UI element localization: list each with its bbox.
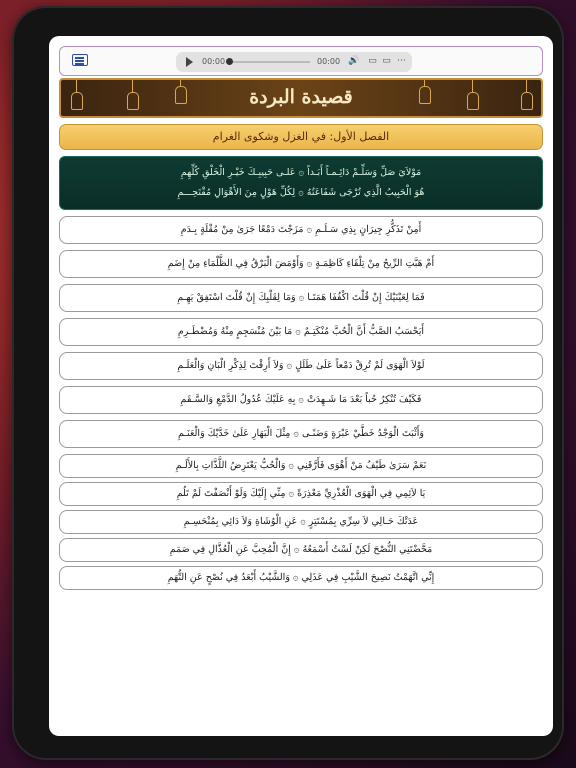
verse-row[interactable]: أَمِنْ تَذَكُّرِ جِيرَانٍ بِذِي سَـلَـمِ ۞ مَزَجْتَ دَمْعًا جَرَىٰ مِنْ مُقْلَةٍ بِـدَمِ xyxy=(59,216,543,244)
captions-icon[interactable]: ▭ xyxy=(368,56,377,66)
verse-row[interactable]: فَكَيْفَ تُنْكِرُ حُباً بَعْدَ مَا شَـهِدَتْ ۞ بِهِ عَلَيْكَ عُدُولُ الدَّمْعِ وَالسَّـقَمِ xyxy=(59,386,543,414)
verse-row[interactable]: عَدَتْكَ حَـالِي لاَ سِرِّي بِمُسْتَتِرٍ ۞ عَنِ الْوُشَاةِ وَلاَ دَائِي بِمُنْحَسِـمِ xyxy=(59,510,543,534)
verse-row[interactable]: يَا لاَئِمِي فِي الْهَوَى الْعُذْرِيِّ مَعْذِرَةً ۞ مِنِّي إِلَيْكَ وَلَوْ أَنْصَفْتَ لَمْ تَلُمِ xyxy=(59,482,543,506)
current-time: 00:00 xyxy=(202,57,226,66)
refrain-box xyxy=(59,156,543,210)
poem-title: قصيدة البردة xyxy=(249,86,353,108)
duration-time: 00:00 xyxy=(317,57,341,66)
tablet-frame xyxy=(12,6,564,760)
seek-knob[interactable] xyxy=(226,58,233,65)
verse-row[interactable]: فَمَا لِعَيْنَيْكَ إِنْ قُلْتَ اكْفُفَا هَمَتَـا ۞ وَمَا لِقَلْبِكَ إِنْ قُلْتَ اسْتَفِقْ يَهِـمِ xyxy=(59,284,543,312)
seek-track[interactable] xyxy=(228,61,310,63)
play-icon[interactable] xyxy=(186,57,193,67)
more-options-icon[interactable]: ⋯ xyxy=(397,56,406,66)
refrain-line-2: هُوَ الْحَبِيبُ الَّذِي تُرْجَى شَفَاعَتُهُ ۞ لِكُلِّ هَوْلٍ مِنَ الأَهْوَالِ مُقْتَحِـــمِ xyxy=(177,187,425,198)
verse-row[interactable]: مَحَّضْتَنِي النُّصْحَ لَكِنْ لَسْتُ أَسْمَعُهُ ۞ إِنَّ الْمُحِبَّ عَنِ الْعُذَّالِ فِي صَمَمِ xyxy=(59,538,543,562)
audio-player xyxy=(176,52,412,72)
title-banner xyxy=(59,78,543,118)
airplay-icon[interactable]: ▭ xyxy=(382,56,391,66)
volume-icon[interactable]: 🔊 xyxy=(348,56,360,66)
refrain-line-1: مَوْلاَيَ صَلِّ وَسَلِّـمْ دَائِـمـاً أَبَـداً ۞ عَلـى حَبِيبِـكَ خَيْـرِ الْخَلْقِ كُلِّهِمِ xyxy=(180,167,422,178)
verse-row[interactable]: أَمْ هَبَّتِ الرِّيحُ مِنْ تِلْقَاءِ كَاظِمَـةٍ ۞ وَأَوْمَضَ الْبَرْقُ فِي الظَّلْمَاءِ مِنْ إِضَمِ xyxy=(59,250,543,278)
verse-row[interactable]: نَعَمْ سَرَىٰ طَيْفُ مَنْ أَهْوَى فَأَرَّقَنِي ۞ وَالْحُبُّ يَعْتَرِضُ اللَّذَّاتِ بِالأَلَـمِ xyxy=(59,454,543,478)
chapter-heading[interactable]: الفصل الأول: في الغزل وشكوى الغرام xyxy=(59,124,543,150)
verse-row[interactable]: إِنِّي اتَّهَمْتُ نَصِيحَ الشَّيْبِ فِي عَذَلِي ۞ وَالشَّيْبُ أَبْعَدُ فِي نُصْحٍ عَنِ التُّهَمِ xyxy=(59,566,543,590)
verse-row[interactable]: لَوْلاَ الْهَوَى لَمْ تُرِقْ دَمْعاً عَلَىٰ طَلَلٍ ۞ وَلاَ أَرِقْتَ لِذِكْرِ الْبَانِ وَالْعَلَـمِ xyxy=(59,352,543,380)
app-screen xyxy=(49,36,553,736)
verse-row[interactable]: وَأَثْبَتَ الْوَجْدُ خَطَّيْ عَبْرَةٍ وَضَنًـى ۞ مِثْلَ الْبَهَارِ عَلَىٰ خَدَّيْكَ وَالْعَنَـمِ xyxy=(59,420,543,448)
reader-icon[interactable] xyxy=(72,54,88,66)
verse-row[interactable]: أَيَحْسَبُ الصَّبُّ أَنَّ الْحُبَّ مُنْكَتِـمٌ ۞ مَا بَيْنَ مُنْسَجِمٍ مِنْهُ وَمُضْطَـرِمِ xyxy=(59,318,543,346)
